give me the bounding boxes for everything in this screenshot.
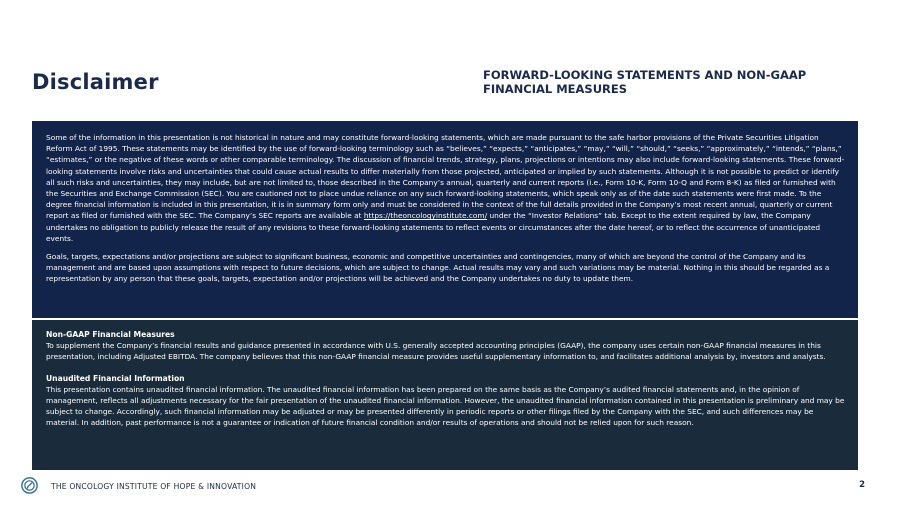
investor-relations-link[interactable]: https://theoncologyinstitute.com/ xyxy=(363,211,488,221)
forward-looking-statements-box xyxy=(32,121,858,318)
forward-looking-paragraph-1 xyxy=(46,132,845,244)
non-gaap-text: To supplement the Company’s financial results and guidance presented in accordance with U.S. generally accepted accounting principles (GAAP), the company uses certain non-GAAP financial measures in this presentation, including Adjusted EBITDA. The company believes that this non-GAAP financial measure provides useful supplementary information to, and facilitates additional analysis by, investors and analysts. xyxy=(46,341,826,362)
page-subtitle: FORWARD-LOOKING STATEMENTS AND NON-GAAP FINANCIAL MEASURES xyxy=(483,68,807,96)
forward-looking-paragraph-2: Goals, targets, expectations and/or projections are subject to significant business, economic and competitive uncertainties and contingencies, many of which are beyond the control of the Company and its management and are based upon assumptions with respect to future decisions, which are subject to change. Actual results may vary and such variations may be material. Nothing in this should be regarded as a representation by any person that these goals, targets, expectation and/or projections will be achieved and the Company undertakes no duty to update them. xyxy=(46,252,830,284)
non-gaap-heading: Non-GAAP Financial Measures xyxy=(46,330,175,339)
unaudited-heading: Unaudited Financial Information xyxy=(46,373,185,383)
forward-looking-text-before-link: Some of the information in this presentation is not historical in nature and may constitute forward-looking statements, which are made pursuant to the safe harbor provisions of the Private Securities Litigation Reform Act of 1995. These statements may be identified by the use of forward-looking terminology such as “believes,” “expects,” “anticipates,” “may,” “will,” “should,” “seeks,” “approximately,” “intends,” “plans,” “estimates,” or the negative of these words or other comparable terminology. The discussion of financial trends, strategy, plans, projections or intentions may also include forward-looking statements. These forward-looking statements involve risks and uncertainties that could cause actual results to differ materially from those projected, anticipated or implied by such statements. Although it is not possible to predict or identify all such risks and uncertainties, they may include, but are not limited to, those described in the Company’s annual, quarterly and current reports (i.e., Form 10-K, Form 10-Q and Form 8-K) as filed or furnished with the Securities and Exchange Commission (SEC). You are cautioned not to place undue reliance on any such forward-looking statements, which speak only as of the date such statements were first made. To the degree financial information is included in this presentation, it is in summary form only and must be considered in the context of the full details provided in the Company’s most recent annual, quarterly or current report as filed or furnished with the SEC. The Company’s SEC reports are available at xyxy=(46,133,845,221)
unaudited-text: This presentation contains unaudited financial information. The unaudited financial information has been prepared on the same basis as the Company’s audited financial statements and, in the opinion of management, reflects all adjustments necessary for the fair presentation of the unaudited financial information. However, the unaudited financial information contained in this presentation is preliminary and may be subject to change. Accordingly, such financial information may be adjusted or may be presented differently in periodic reports or other filings filed by the Company with the SEC, and such differences may be material. In addition, past performance is not a guarantee or indication of future financial condition and/or results of operations and should not be relied upon for such reason. xyxy=(46,384,845,428)
oncology-institute-logo-icon xyxy=(21,477,38,494)
footer-company-name: THE ONCOLOGY INSTITUTE OF HOPE & INNOVATION xyxy=(51,482,257,491)
page-title: Disclaimer xyxy=(32,70,159,94)
page-number: 2 xyxy=(859,480,865,490)
non-gaap-and-unaudited-box xyxy=(32,320,858,470)
forward-looking-text-after-link: under the “Investor Relations” tab. Except to the extent required by law, the Company undertakes no obligation to publicly release the result of any revisions to these forward-looking statements to reflect events or circumstances after the date hereof, or to reflect the occurrence of unanticipated events. xyxy=(46,211,821,243)
